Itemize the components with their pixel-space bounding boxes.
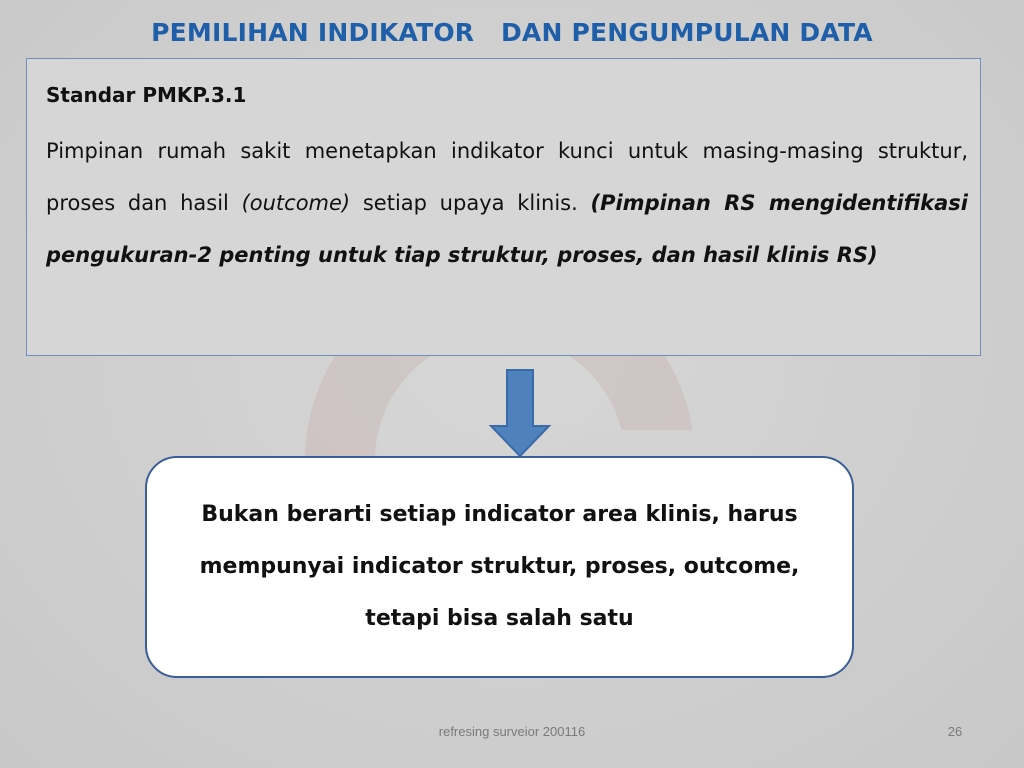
down-arrow-icon bbox=[489, 368, 551, 458]
standard-text bbox=[46, 125, 968, 281]
callout-text: Bukan berarti setiap indicator area klinis, harus mempunyai indicator struktur, proses, outcome, tetapi bisa salah satu bbox=[199, 502, 800, 631]
standard-text-italic: (outcome) bbox=[241, 191, 351, 215]
footer-text: refresing surveior 200116 bbox=[438, 724, 586, 739]
page-number: 26 bbox=[947, 724, 963, 739]
callout-box bbox=[145, 456, 854, 678]
standard-text-part1: Pimpinan rumah sakit menetapkan indikator kunci untuk masing-masing struktur, proses dan hasil bbox=[46, 139, 968, 215]
slide-title: PEMILIHAN INDIKATOR DAN PENGUMPULAN DATA bbox=[151, 18, 873, 47]
standard-box bbox=[26, 58, 981, 356]
standard-text-bold-italic: (Pimpinan RS mengidentifikasi pengukuran-2 penting untuk tiap struktur, proses, dan hasil klinis RS) bbox=[46, 191, 968, 267]
standard-text-part2: setiap upaya klinis. bbox=[350, 191, 591, 215]
standard-heading: Standar PMKP.3.1 bbox=[46, 83, 247, 107]
